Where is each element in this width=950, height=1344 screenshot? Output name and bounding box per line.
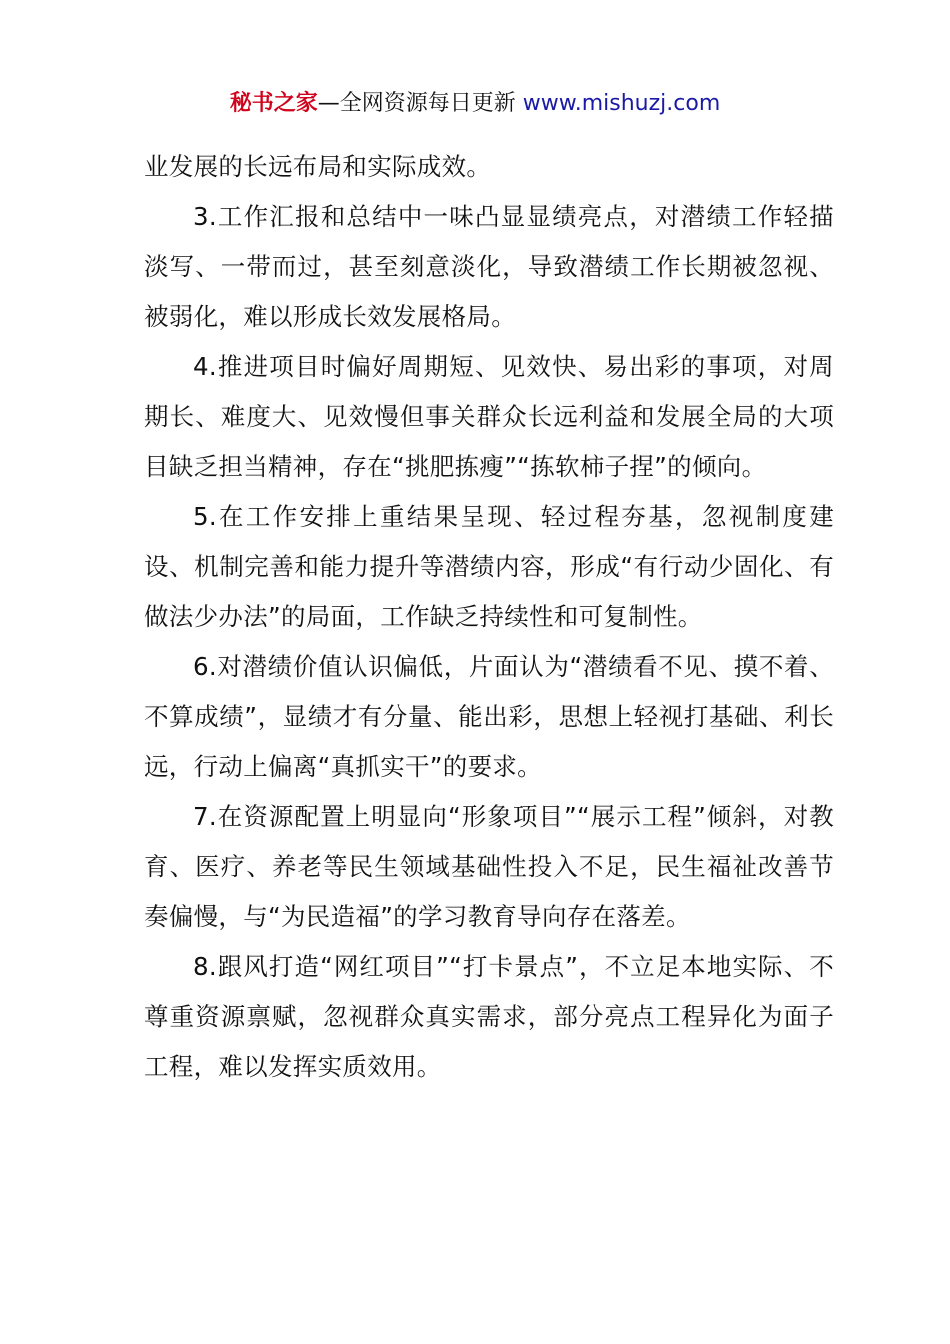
paragraph-continuation: 业发展的长远布局和实际成效。 bbox=[144, 152, 492, 181]
paragraph-item-3: 3.工作汇报和总结中一味凸显显绩亮点，对潜绩工作轻描淡写、一带而过，甚至刻意淡化，导致潜绩工作长期被忽视、被弱化，难以形成长效发展格局。 bbox=[144, 202, 834, 331]
header-tagline: —全网资源每日更新 bbox=[317, 91, 523, 116]
website-link[interactable]: www.mishuzj.com bbox=[522, 91, 721, 116]
document-body bbox=[144, 142, 834, 1092]
paragraph-item-5: 5.在工作安排上重结果呈现、轻过程夯基，忽视制度建设、机制完善和能力提升等潜绩内容，形成“有行动少固化、有做法少办法”的局面，工作缺乏持续性和可复制性。 bbox=[144, 502, 834, 631]
paragraph-item-6: 6.对潜绩价值认识偏低，片面认为“潜绩看不见、摸不着、不算成绩”，显绩才有分量、能出彩，思想上轻视打基础、利长远，行动上偏离“真抓实干”的要求。 bbox=[144, 652, 834, 781]
paragraph-item-4: 4.推进项目时偏好周期短、见效快、易出彩的事项，对周期长、难度大、见效慢但事关群众长远利益和发展全局的大项目缺乏担当精神，存在“挑肥拣瘦”“拣软柿子捏”的倾向。 bbox=[144, 352, 834, 481]
paragraph-item-7: 7.在资源配置上明显向“形象项目”“展示工程”倾斜，对教育、医疗、养老等民生领域基础性投入不足，民生福祉改善节奏偏慢，与“为民造福”的学习教育导向存在落差。 bbox=[144, 802, 834, 931]
paragraph-item-8: 8.跟风打造“网红项目”“打卡景点”，不立足本地实际、不尊重资源禀赋，忽视群众真实需求，部分亮点工程异化为面子工程，难以发挥实质效用。 bbox=[144, 952, 834, 1081]
page-header bbox=[0, 88, 950, 120]
brand-name: 秘书之家 bbox=[229, 91, 318, 116]
